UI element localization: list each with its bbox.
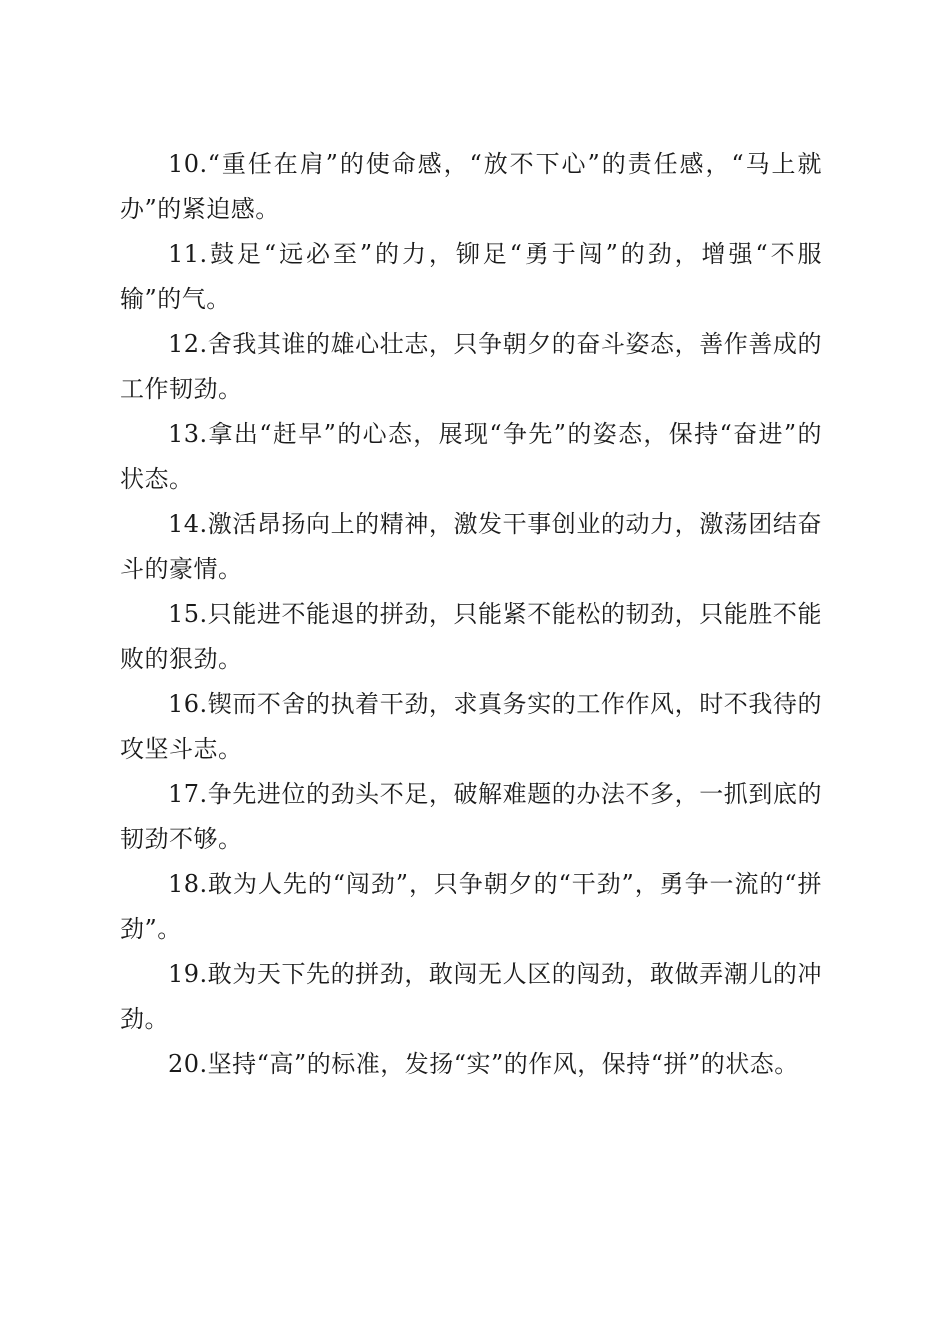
paragraph-10 bbox=[120, 142, 822, 232]
paragraph-15 bbox=[120, 592, 822, 682]
paragraph-text: 敢为天下先的拼劲，敢闯无人区的闯劲，敢做弄潮儿的冲劲。 bbox=[120, 960, 822, 1033]
paragraph-number: 12. bbox=[168, 330, 208, 358]
paragraph-number: 14. bbox=[168, 510, 208, 538]
paragraph-18 bbox=[120, 862, 822, 952]
paragraph-number: 13. bbox=[168, 420, 208, 448]
paragraph-17 bbox=[120, 772, 822, 862]
document-body bbox=[120, 142, 822, 1087]
paragraph-text: 锲而不舍的执着干劲，求真务实的工作作风，时不我待的攻坚斗志。 bbox=[120, 690, 822, 763]
paragraph-text: 坚持“高”的标准，发扬“实”的作风，保持“拼”的状态。 bbox=[207, 1050, 799, 1078]
paragraph-16 bbox=[120, 682, 822, 772]
paragraph-20 bbox=[120, 1042, 822, 1087]
paragraph-14 bbox=[120, 502, 822, 592]
paragraph-number: 11. bbox=[168, 240, 208, 268]
paragraph-13 bbox=[120, 412, 822, 502]
paragraph-text: “重任在肩”的使命感，“放不下心”的责任感，“马上就办”的紧迫感。 bbox=[120, 150, 822, 223]
paragraph-text: 鼓足“远必至”的力，铆足“勇于闯”的劲，增强“不服输”的气。 bbox=[120, 240, 822, 313]
paragraph-19 bbox=[120, 952, 822, 1042]
paragraph-text: 舍我其谁的雄心壮志，只争朝夕的奋斗姿态，善作善成的工作韧劲。 bbox=[120, 330, 822, 403]
paragraph-text: 敢为人先的“闯劲”，只争朝夕的“干劲”，勇争一流的“拼劲”。 bbox=[120, 870, 822, 943]
paragraph-number: 10. bbox=[168, 150, 208, 178]
paragraph-number: 18. bbox=[168, 870, 208, 898]
paragraph-11 bbox=[120, 232, 822, 322]
paragraph-number: 17. bbox=[168, 780, 208, 808]
paragraph-number: 15. bbox=[168, 600, 208, 628]
paragraph-text: 只能进不能退的拼劲，只能紧不能松的韧劲，只能胜不能败的狠劲。 bbox=[120, 600, 822, 673]
paragraph-number: 16. bbox=[168, 690, 208, 718]
paragraph-number: 20. bbox=[168, 1050, 208, 1078]
paragraph-12 bbox=[120, 322, 822, 412]
paragraph-text: 激活昂扬向上的精神，激发干事创业的动力，激荡团结奋斗的豪情。 bbox=[120, 510, 822, 583]
paragraph-number: 19. bbox=[168, 960, 208, 988]
paragraph-text: 争先进位的劲头不足，破解难题的办法不多，一抓到底的韧劲不够。 bbox=[120, 780, 822, 853]
paragraph-text: 拿出“赶早”的心态，展现“争先”的姿态，保持“奋进”的状态。 bbox=[120, 420, 822, 493]
